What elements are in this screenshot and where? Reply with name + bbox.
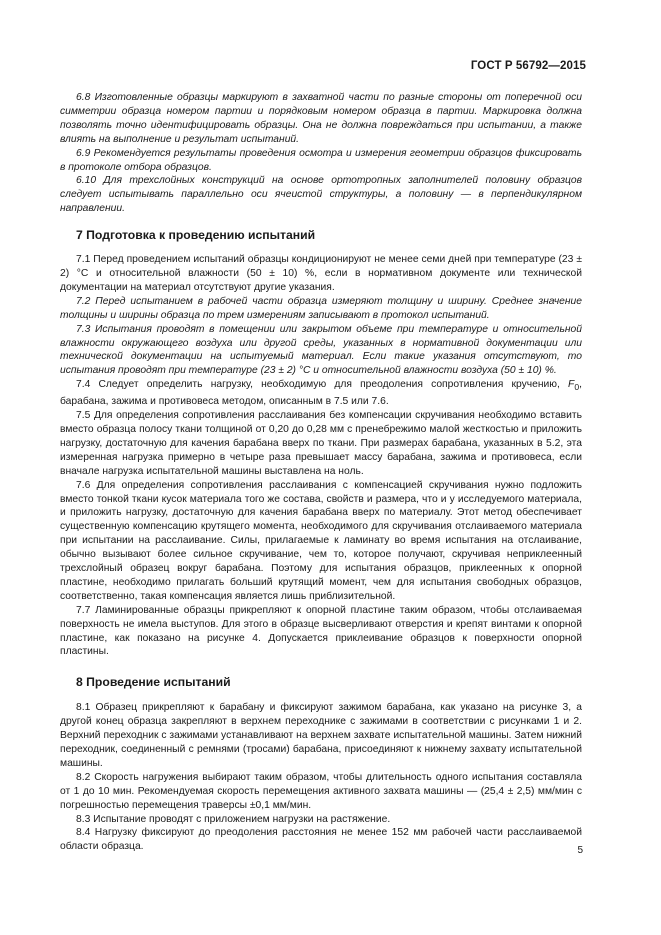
clause-6-9: 6.9 Рекомендуется результаты проведения осмотра и измерения геометрии образцов фиксировать в протоколе отбора образцов. <box>60 147 582 173</box>
clause-7-4 <box>60 378 582 409</box>
clause-7-7: 7.7 Ламинированные образцы прикрепляют к опорной пластине таким образом, чтобы отслаиваемая поверхность не имела выступов. Для этого в образце высверливают отверстия и крепят винтами к опорной пластине, как показано на рисунке 4. Допускается приклеивание образцов к поверхности опорной пластины. <box>60 604 582 658</box>
clause-7-1: 7.1 Перед проведением испытаний образцы кондиционируют не менее семи дней при температуре (23 ± 2) °С и относительной влажности (50 ± 10) %, если в нормативном документе или технической документации на материал отсутствуют другие указания. <box>60 254 582 293</box>
clause-8-2: 8.2 Скорость нагружения выбирают таким образом, чтобы длительность одного испытания составляла от 1 до 10 мин. Рекомендуемая скорость перемещения активного захвата машины — (25,4 ± 2,5) мм/мин с погрешностью перемещения траверсы ±0,1 мм/мин. <box>60 771 582 811</box>
section-8-heading: 8 Проведение испытаний <box>76 675 231 690</box>
page-body <box>60 91 582 854</box>
section-7-heading: 7 Подготовка к проведению испытаний <box>76 228 316 243</box>
clause-8-1: 8.1 Образец прикрепляют к барабану и фиксируют зажимом барабана, как указано на рисунке 3, а другой конец образца закрепляют в верхнем переходнике с зажимами в соответствии с рисунками 1 и 2. Верхний переходник с зажимами устанавливают на верхнем захвате испытательной машины. Затем нижний переходник, соединенный с ремнями (тросами) барабана, присоединяют к нижнему захвату испытательной машины. <box>60 702 582 769</box>
clause-7-2: 7.2 Перед испытанием в рабочей части образца измеряют толщину и ширину. Среднее значение толщины и ширины образца по трем измерениям записывают в протокол испытаний. <box>60 295 582 321</box>
clause-7-4-text-start: 7.4 Следует определить нагрузку, необходимую для преодоления сопротивления кручению, <box>76 379 569 391</box>
clause-7-5: 7.5 Для определения сопротивления расслаивания без компенсации скручивания необходимо вставить вместо образца полосу ткани толщиной от 0,20 до 0,28 мм с пренебрежимо малой жесткостью и приложить нагрузку, достаточную для качения барабана вверх по ткани. При размерах барабана, указанных в 5.2, эта измеренная нагрузка примерно в четыре раза превышает массу барабана, зажима и противовеса, если вначале нагрузка испытательной машины выставлена на ноль. <box>60 410 582 477</box>
page-number: 5 <box>577 845 583 856</box>
clause-7-6: 7.6 Для определения сопротивления расслаивания с компенсацией скручивания нужно подложить вместо тонкой ткани кусок материала того же состава, свойств и размера, что и у исследуемого материала, и приложить нагрузку, достаточную для качения барабана вверх по материалу. Этот метод обеспечивает существенную компенсацию крутящего момента, необходимого для скручивания отслаиваемого материала при испытании на расслаивание. Силы, прилагаемые к ламинату во время испытания на отслаивание, обычно вызывают более сильное скручивание, чем то, которое получают, скручивая неприклеенный трехслойный образец вокруг барабана. Поэтому для испытания образцов, приклеенных к опорной пластине, необходимо прилагать больший крутящий момент, чем для испытания свободных образцов, соответственно, такая компенсация является лишь приблизительной. <box>60 479 582 602</box>
document-code: ГОСТ Р 56792—2015 <box>470 60 586 72</box>
force-symbol: F <box>568 379 575 391</box>
clause-7-3: 7.3 Испытания проводят в помещении или закрытом объеме при температуре и относительной влажности окружающего воздуха или другой среды, указанных в нормативной документации или технической документации на испытуемый материал. Если такие указания отсутствуют, то испытания проводят при температуре (23 ± 2) °С и относительной влажности воздуха (50 ± 10) %. <box>60 323 582 377</box>
clause-8-3: 8.3 Испытание проводят с приложением нагрузки на растяжение. <box>76 813 391 825</box>
force-subscript: 0 <box>574 382 580 393</box>
clause-7-4-text-end: , барабана, зажима и противовеса методом, описанным в 7.5 или 7.6. <box>60 379 582 408</box>
clause-8-4: 8.4 Нагрузку фиксируют до преодоления расстояния не менее 152 мм рабочей части расслаиваемой области образца. <box>60 827 582 853</box>
clause-6-10: 6.10 Для трехслойных конструкций на основе ортотропных заполнителей половину образцов следует испытывать параллельно оси ячеистой структуры, а половину — в перпендикулярном направлении. <box>60 175 582 215</box>
clause-6-8: 6.8 Изготовленные образцы маркируют в захватной части по разные стороны от поперечной оси симметрии образца номером партии и порядковым номером образца в партии. Маркировка должна позволять точно идентифицировать образцы. Она не должна повреждаться при испытании, а также влиять на выполнение и результат испытаний. <box>60 92 582 145</box>
